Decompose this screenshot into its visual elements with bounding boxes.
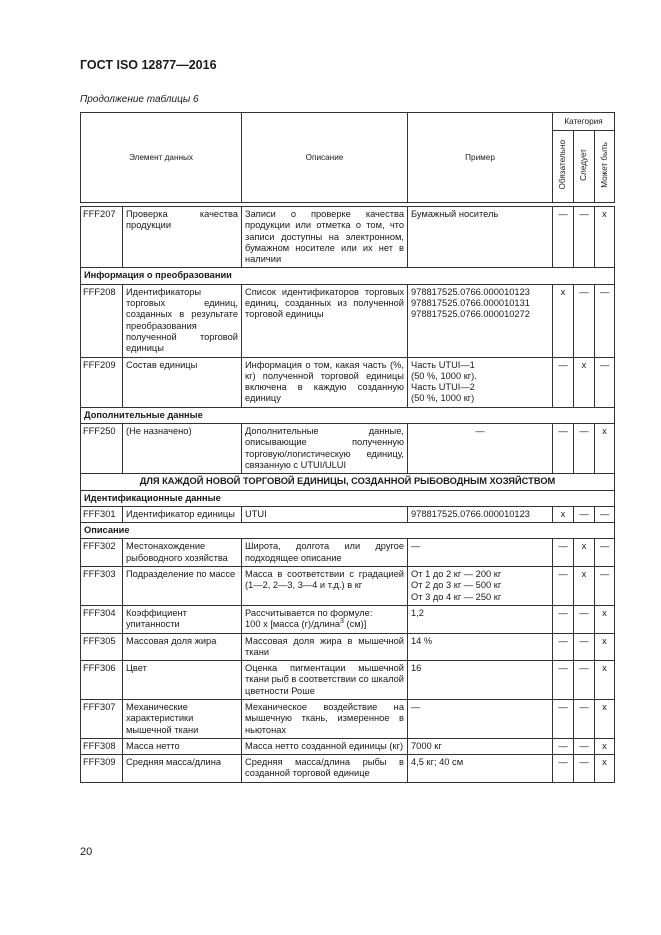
row-may: — [595,539,615,567]
row-description: Средняя масса/длина рыбы в созданной торговой единице [242,755,408,783]
row-name: Массовая доля жира [123,633,242,661]
table-row [81,633,615,661]
example-line: 978817525.0766.000010131 [411,298,530,309]
section-title: Информация о преобразовании [81,268,615,284]
row-description: Оценка пигментации мышечной ткани рыб в соответствии со шкалой цветности Роше [242,661,408,700]
header-category: Категория [553,113,615,131]
example-line: От 3 до 4 кг — 250 кг [411,591,502,602]
row-should: x [574,567,595,606]
row-example: — [408,424,553,474]
row-code: FFF301 [81,506,123,522]
header-example: Пример [408,113,553,203]
table-row [81,661,615,700]
row-may: x [595,424,615,474]
row-should: — [574,699,595,738]
table-row [81,567,615,606]
row-should: — [574,633,595,661]
row-should: x [574,357,595,407]
row-code: FFF309 [81,755,123,783]
row-code: FFF209 [81,357,123,407]
row-example: — [408,699,553,738]
row-code: FFF306 [81,661,123,700]
section-row [81,268,615,284]
row-may: x [595,699,615,738]
row-may: x [595,661,615,700]
row-name: Цвет [123,661,242,700]
row-mandatory: — [553,699,574,738]
row-mandatory: — [553,357,574,407]
table-row [81,207,615,268]
example-line: (50 %, 1000 кг). [411,370,477,381]
row-mandatory: — [553,738,574,754]
row-mandatory: — [553,661,574,700]
row-may: x [595,207,615,268]
example-line: 978817525.0766.000010123 [411,286,530,297]
row-may: x [595,738,615,754]
row-description: Механическое воздействие на мышечную ткань, измеренное в ньютонах [242,699,408,738]
header-description: Описание [242,113,408,203]
row-may: x [595,633,615,661]
row-description: Записи о проверке качества продукции или отметка о том, что записи доступны на электронном, бумажном носителе или их нет в наличии [242,207,408,268]
row-description [242,605,408,633]
section-title: Описание [81,523,615,539]
row-code: FFF304 [81,605,123,633]
row-mandatory: x [553,506,574,522]
row-code: FFF208 [81,284,123,357]
row-should: — [574,284,595,357]
example-line: 978817525.0766.000010272 [411,309,530,320]
row-should: x [574,539,595,567]
row-name: Проверка качества продукции [123,207,242,268]
row-code: FFF305 [81,633,123,661]
section-row [81,523,615,539]
row-should: — [574,506,595,522]
row-mandatory: — [553,567,574,606]
row-description: Широта, долгота или другое подходящее описание [242,539,408,567]
row-example: 14 % [408,633,553,661]
section-row [81,407,615,423]
row-example [408,567,553,606]
row-name: Местонахождение рыбоводного хозяйства [123,539,242,567]
row-name: Механические характеристики мышечной ткани [123,699,242,738]
example-line: Часть UTUI—2 [411,382,475,393]
row-example: 7000 кг [408,738,553,754]
row-example: 4,5 кг; 40 см [408,755,553,783]
document-title: ГОСТ ISO 12877—2016 [80,58,217,72]
table-header-row [81,113,615,131]
row-description: Массовая доля жира в мышечной ткани [242,633,408,661]
table-row [81,506,615,522]
row-may: x [595,755,615,783]
table-row [81,738,615,754]
example-line: (50 %, 1000 кг) [411,393,475,404]
row-example: 1,2 [408,605,553,633]
table-row [81,539,615,567]
row-description: Дополнительные данные, описывающие полученную торговую/логистическую единицу, связанную с UTUI/ULUI [242,424,408,474]
row-example: 16 [408,661,553,700]
row-name: Идентификаторы торговых единиц, созданных в результате преобразования полученной торговой единицы [123,284,242,357]
table-row [81,284,615,357]
row-mandatory: — [553,207,574,268]
section-row [81,490,615,506]
row-name: Подразделение по массе [123,567,242,606]
row-may: — [595,357,615,407]
table-row [81,424,615,474]
row-name: (Не назначено) [123,424,242,474]
row-may: x [595,605,615,633]
row-description: Масса нетто созданной единицы (кг) [242,738,408,754]
row-mandatory: x [553,284,574,357]
row-description: Список идентификаторов торговых единиц, созданных из полученной торговой единицы [242,284,408,357]
row-name: Масса нетто [123,738,242,754]
header-may: Может быть [595,131,615,203]
row-name: Состав единицы [123,357,242,407]
row-name: Коэффициент упитанности [123,605,242,633]
row-description: Информация о том, какая часть (%, кг) полученной торговой единицы включена в каждую созданную единицу [242,357,408,407]
row-description: Масса в соответствии с градацией (1—2, 2—3, 3—4 и т.д.) в кг [242,567,408,606]
header-should: Следует [574,131,595,203]
table-caption: Продолжение таблицы 6 [80,94,199,105]
row-name: Средняя масса/длина [123,755,242,783]
section-title: Дополнительные данные [81,407,615,423]
row-should: — [574,605,595,633]
row-may: — [595,284,615,357]
row-example: Бумажный носитель [408,207,553,268]
formula: 100 x [масса (г)/длина$^3$ (см)] [245,618,367,630]
row-code: FFF308 [81,738,123,754]
row-mandatory: — [553,539,574,567]
row-should: — [574,738,595,754]
row-mandatory: — [553,755,574,783]
row-should: — [574,661,595,700]
example-line: От 2 до 3 кг — 500 кг [411,580,502,591]
row-code: FFF303 [81,567,123,606]
table-row [81,699,615,738]
row-code: FFF207 [81,207,123,268]
row-name: Идентификатор единицы [123,506,242,522]
row-code: FFF302 [81,539,123,567]
example-line: Часть UTUI—1 [411,359,475,370]
table-row [81,605,615,633]
table-row [81,755,615,783]
header-mandatory: Обязательно [553,131,574,203]
row-should: — [574,755,595,783]
row-description: UTUI [242,506,408,522]
row-mandatory: — [553,605,574,633]
banner-row [81,474,615,490]
row-may: — [595,567,615,606]
data-elements-table [80,112,615,783]
row-code: FFF250 [81,424,123,474]
formula-intro: Рассчитывается по формуле: [245,607,373,618]
row-example [408,284,553,357]
banner-title: ДЛЯ КАЖДОЙ НОВОЙ ТОРГОВОЙ ЕДИНИЦЫ, СОЗДАННОЙ РЫБОВОДНЫМ ХОЗЯЙСТВОМ [81,474,615,490]
row-should: — [574,424,595,474]
row-example [408,357,553,407]
header-element: Элемент данных [81,113,242,203]
row-should: — [574,207,595,268]
row-example: 978817525.0766.000010123 [408,506,553,522]
table-row [81,357,615,407]
row-code: FFF307 [81,699,123,738]
row-may: — [595,506,615,522]
row-mandatory: — [553,633,574,661]
row-mandatory: — [553,424,574,474]
row-example: — [408,539,553,567]
section-title: Идентификационные данные [81,490,615,506]
page-number: 20 [80,846,93,858]
example-line: От 1 до 2 кг — 200 кг [411,569,502,580]
